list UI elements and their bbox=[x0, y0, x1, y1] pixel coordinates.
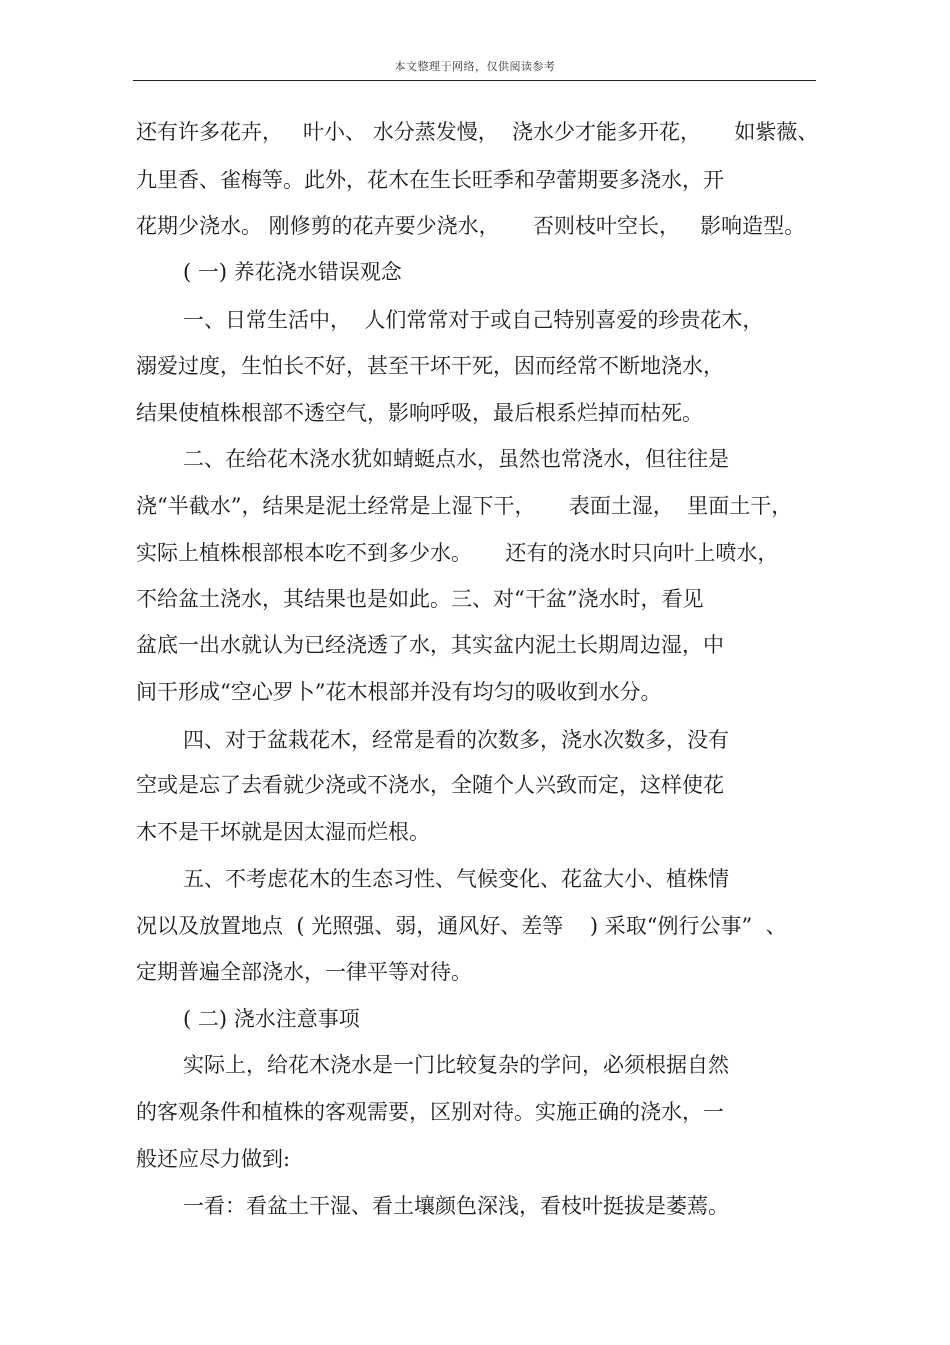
body-line: 二、在给花木浇水犹如蜻蜓点水，虽然也常浇水，但往往是 bbox=[183, 447, 729, 471]
body-line: 五、不考虑花木的生态习性、气候变化、花盆大小、植株情 bbox=[183, 867, 729, 891]
body-line: 实际上植株根部根本吃不到多少水。 还有的浇水时只向叶上喷水， bbox=[136, 541, 779, 565]
body-line: 间干形成“空心罗卜”花木根部并没有均匀的吸收到水分。 bbox=[136, 680, 662, 704]
body-line: 盆底一出水就认为已经浇透了水，其实盆内泥土长期周边湿，中 bbox=[136, 633, 724, 657]
body-line: 四、对于盆栽花木，经常是看的次数多，浇水次数多，没有 bbox=[183, 728, 729, 752]
body-line: 况以及放置地点 ( 光照强、弱，通风好、差等 ) 采取“例行公事” 、 bbox=[136, 914, 787, 938]
body-line: 九里香、雀梅等。此外，花木在生长旺季和孕蕾期要多浇水，开 bbox=[136, 168, 724, 192]
body-line: 还有许多花卉， 叶小、 水分蒸发慢， 浇水少才能多开花， 如紫薇、 bbox=[136, 120, 819, 144]
body-line: 一看：看盆土干湿、看土壤颜色深浅，看枝叶挺拔是萎蔫。 bbox=[183, 1194, 729, 1218]
body-line: 浇“半截水”，结果是泥土经常是上湿下干， 表面土湿， 里面土干， bbox=[136, 494, 793, 518]
body-line: 花期少浇水。 刚修剪的花卉要少浇水， 否则枝叶空长， 影响造型。 bbox=[136, 214, 806, 238]
body-line: 不给盆土浇水，其结果也是如此。三、对“干盆”浇水时，看见 bbox=[136, 587, 704, 611]
body-line: 定期普遍全部浇水，一律平等对待。 bbox=[136, 960, 472, 984]
body-line: 空或是忘了去看就少浇或不浇水，全随个人兴致而定，这样使花 bbox=[136, 773, 724, 797]
body-line: 结果使植株根部不透空气，影响呼吸，最后根系烂掉而枯死。 bbox=[136, 401, 703, 425]
body-line: 一、日常生活中， 人们常常对于或自己特别喜爱的珍贵花木， bbox=[183, 308, 764, 332]
page-header: 本文整理于网络，仅供阅读参考 bbox=[394, 60, 556, 73]
body-line: 般还应尽力做到: bbox=[136, 1147, 291, 1171]
section-heading: ( 二) 浇水注意事项 bbox=[183, 1007, 360, 1031]
header-rule bbox=[133, 80, 816, 81]
body-line: 的客观条件和植株的客观需要，区别对待。实施正确的浇水，一 bbox=[136, 1100, 724, 1124]
body-line: 木不是干坏就是因太湿而烂根。 bbox=[136, 820, 430, 844]
body-line: 溺爱过度，生怕长不好，甚至干坏干死，因而经常不断地浇水， bbox=[136, 354, 724, 378]
body-line: 实际上，给花木浇水是一门比较复杂的学问，必须根据自然 bbox=[183, 1053, 729, 1077]
section-heading: ( 一) 养花浇水错误观念 bbox=[183, 260, 402, 284]
